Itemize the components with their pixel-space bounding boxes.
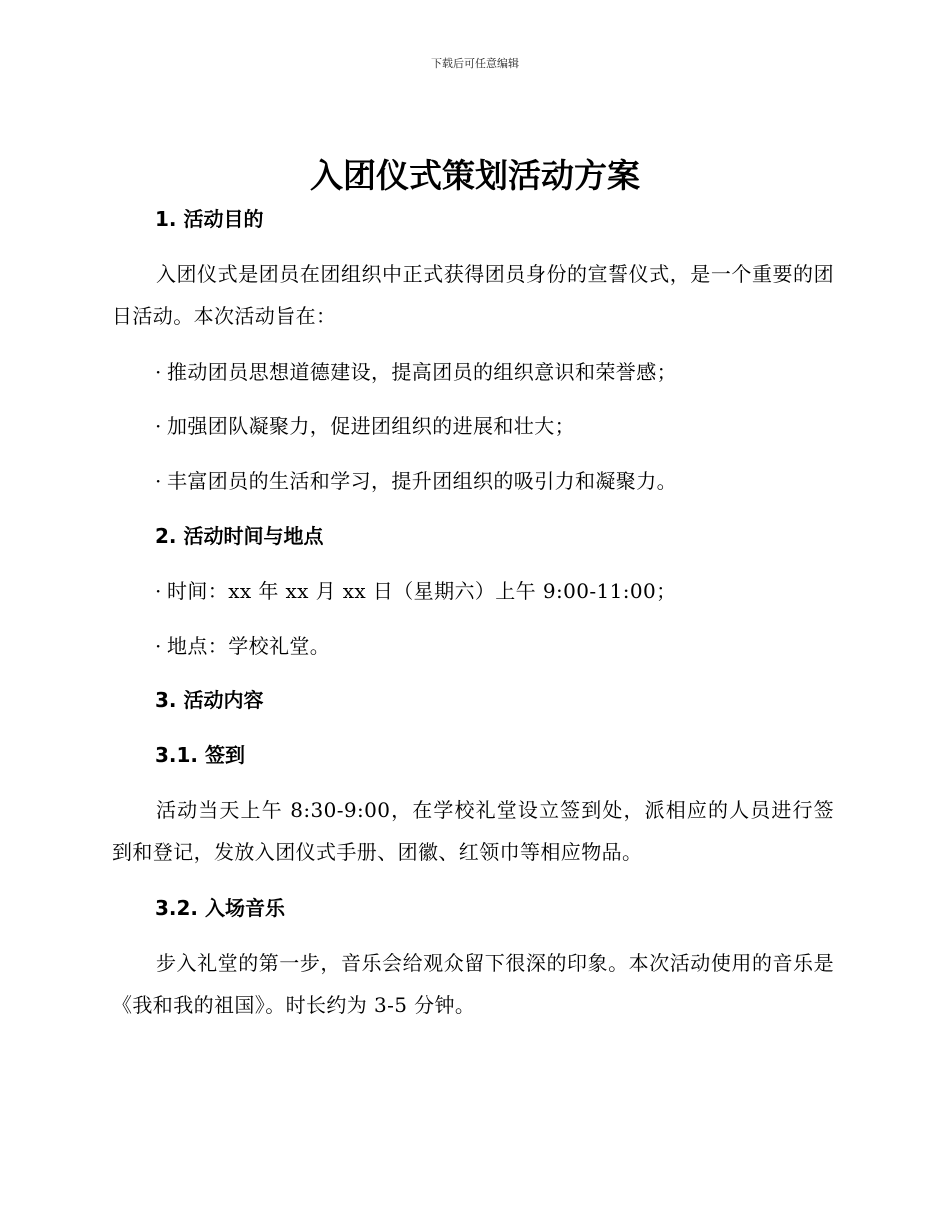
bullet-marker: ·	[155, 579, 162, 603]
section-heading-purpose: 1. 活动目的	[155, 207, 264, 231]
place-bullet	[155, 633, 330, 659]
purpose-bullet-2	[155, 413, 575, 439]
bullet-marker: ·	[155, 414, 162, 438]
bullet-text: 丰富团员的生活和学习，提升团组织的吸引力和凝聚力。	[167, 469, 677, 493]
subsection-heading-entrance-music: 3.2. 入场音乐	[155, 896, 285, 920]
entrance-music-paragraph: 步入礼堂的第一步，音乐会给观众留下很深的印象。本次活动使用的音乐是《我和我的祖国》。时长约为 3-5 分钟。	[112, 951, 834, 1017]
purpose-paragraph: 入团仪式是团员在团组织中正式获得团员身份的宣誓仪式，是一个重要的团日活动。本次活动旨在：	[112, 262, 834, 328]
section-heading-content: 3. 活动内容	[155, 688, 264, 712]
bullet-marker: ·	[155, 634, 162, 658]
page-title: 入团仪式策划活动方案	[310, 156, 640, 195]
bullet-text: 地点：学校礼堂。	[167, 634, 331, 658]
bullet-marker: ·	[155, 360, 162, 384]
bullet-marker: ·	[155, 469, 162, 493]
checkin-paragraph: 活动当天上午 8:30-9:00，在学校礼堂设立签到处，派相应的人员进行签到和登记，发放入团仪式手册、团徽、红领巾等相应物品。	[112, 798, 834, 864]
header-note: 下载后可任意编辑	[431, 57, 519, 70]
bullet-text: 时间：xx 年 xx 月 xx 日（星期六）上午 9:00-11:00；	[167, 579, 677, 603]
time-bullet	[155, 578, 677, 604]
bullet-text: 加强团队凝聚力，促进团组织的进展和壮大；	[167, 414, 575, 438]
purpose-bullet-3	[155, 468, 677, 494]
section-heading-time-place: 2. 活动时间与地点	[155, 524, 324, 548]
purpose-bullet-1	[155, 359, 677, 385]
subsection-heading-checkin: 3.1. 签到	[155, 743, 245, 767]
bullet-text: 推动团员思想道德建设，提高团员的组织意识和荣誉感；	[167, 360, 677, 384]
